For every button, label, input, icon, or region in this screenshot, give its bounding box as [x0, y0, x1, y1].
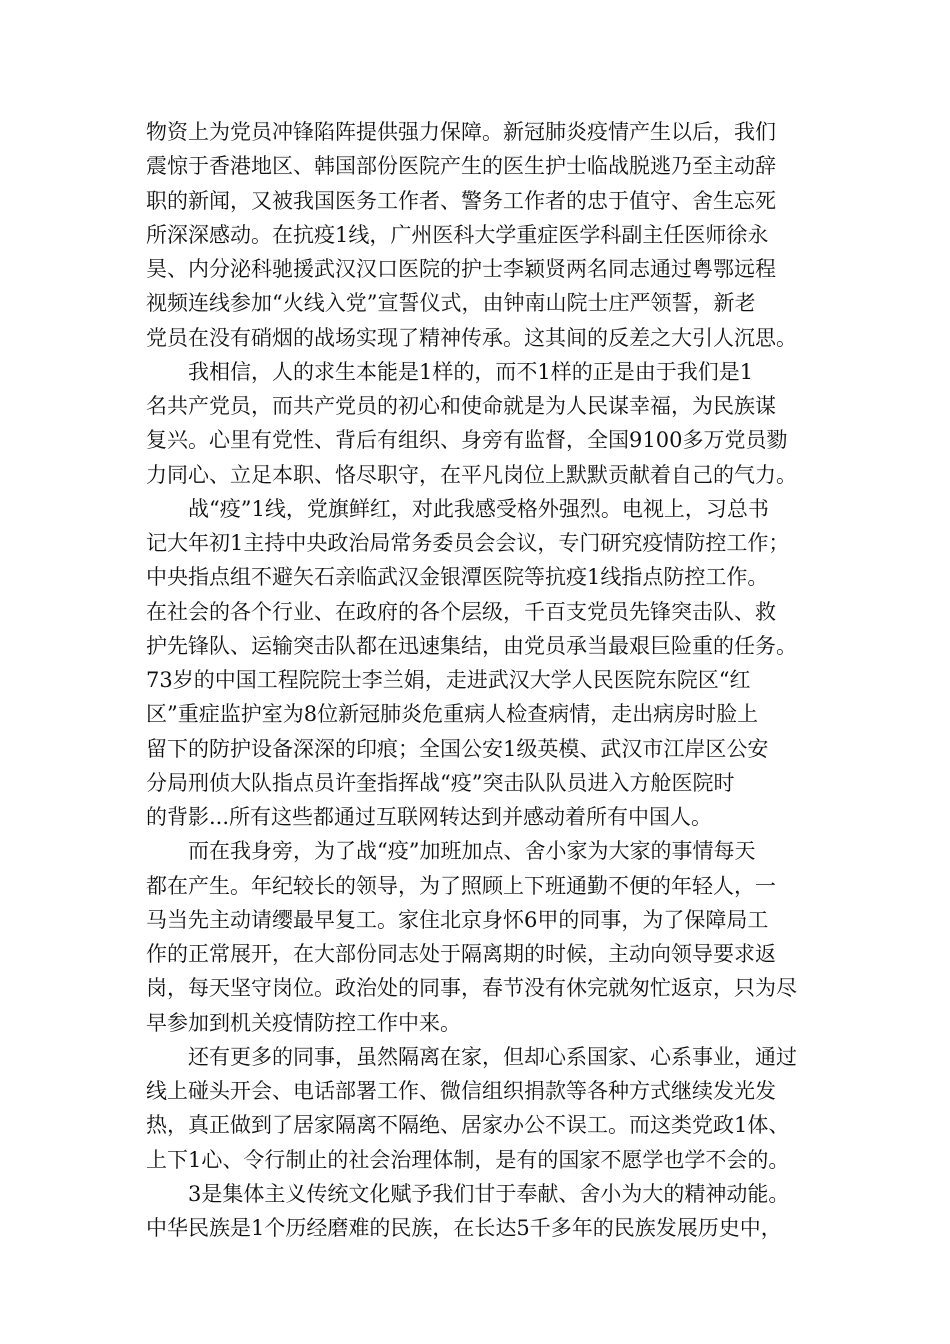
text-line: 作的正常展开，在大部份同志处于隔离期的时候，主动向领导要求返 [146, 942, 776, 966]
text-line: 名共产党员，而共产党员的初心和使命就是为人民谋幸福，为民族谋 [146, 394, 776, 418]
text-line: 中华民族是1个历经磨难的民族，在长达5千多年的民族发展历史中， [146, 1216, 782, 1240]
text-line: 的背影...所有这些都通过互联网转达到并感动着所有中国人。 [146, 805, 713, 829]
text-line: 岗，每天坚守岗位。政治处的同事，春节没有休完就匆忙返京，只为尽 [146, 976, 797, 1001]
document-body [146, 115, 816, 1245]
text-line: 热，真正做到了居家隔离不隔绝、居家办公不误工。而这类党政1体、 [146, 1113, 790, 1138]
text-line: 而在我身旁，为了战“疫”加班加点、舍小家为大家的事情每天 [188, 839, 756, 864]
text-line: 力同心、立足本职、恪尽职守，在平凡岗位上默默贡献着自己的气力。 [146, 462, 797, 487]
text-line: 我相信，人的求生本能是1样的，而不1样的正是由于我们是1 [188, 359, 754, 384]
text-line: 战“疫”1线，党旗鲜红，对此我感受格外强烈。电视上，习总书 [188, 496, 769, 521]
text-line: 3是集体主义传统文化赋予我们甘于奉献、舍小为大的精神动能。 [188, 1181, 790, 1206]
text-line: 复兴。心里有党性、背后有组织、身旁有监督，全国9100多万党员勠 [146, 428, 788, 453]
text-line: 物资上为党员冲锋陷阵提供强力保障。新冠肺炎疫情产生以后，我们 [146, 120, 776, 144]
text-line: 视频连线参加“火线入党”宣誓仪式，由钟南山院士庄严领誓，新老 [146, 291, 756, 316]
text-line: 马当先主动请缨最早复工。家住北京身怀6甲的同事，为了保障局工 [146, 907, 769, 932]
text-line: 昊、内分泌科驰援武汉汉口医院的护士李颖贤两名同志通过粤鄂远程 [146, 257, 776, 281]
text-line: 记大年初1主持中央政治局常务委员会会议，专门研究疫情防控工作； [146, 531, 790, 555]
text-line: 护先锋队、运输突击队都在迅速集结，由党员承当最艰巨险重的任务。 [146, 633, 797, 658]
text-line: 分局刑侦大队指点员许奎指挥战“疫”突击队队员进入方舱医院时 [146, 770, 735, 795]
text-line: 所深深感动。在抗疫1线，广州医科大学重症医学科副主任医师徐永 [146, 222, 769, 247]
text-line: 都在产生。年纪较长的领导，为了照顾上下班通勤不便的年轻人，一 [146, 873, 776, 898]
text-line: 震惊于香港地区、韩国部份医院产生的医生护士临战脱逃乃至主动辞 [146, 154, 776, 179]
text-line: 中央指点组不避矢石亲临武汉金银潭医院等抗疫1线指点防控工作。 [146, 565, 769, 590]
text-line: 在社会的各个行业、在政府的各个层级，千百支党员先锋突击队、救 [146, 599, 776, 624]
text-line: 上下1心、令行制止的社会治理体制，是有的国家不愿学也学不会的。 [146, 1147, 790, 1172]
text-line: 党员在没有硝烟的战场实现了精神传承。这其间的反差之大引人沉思。 [146, 325, 797, 350]
text-line: 线上碰头开会、电话部署工作、微信组织捐款等各种方式继续发光发 [146, 1079, 776, 1103]
text-line: 早参加到机关疫情防控工作中来。 [146, 1010, 461, 1035]
text-line: 73岁的中国工程院院士李兰娟，走进武汉大学人民医院东院区“红 [146, 668, 751, 692]
text-line: 还有更多的同事，虽然隔离在家，但却心系国家、心系事业，通过 [188, 1044, 797, 1069]
text-line: 职的新闻，又被我国医务工作者、警务工作者的忠于值守、舍生忘死 [146, 188, 776, 213]
text-line: 留下的防护设备深深的印痕；全国公安1级英模、武汉市江岸区公安 [146, 736, 769, 761]
text-line: 区”重症监护室为8位新冠肺炎危重病人检查病情，走出病房时脸上 [146, 702, 759, 727]
